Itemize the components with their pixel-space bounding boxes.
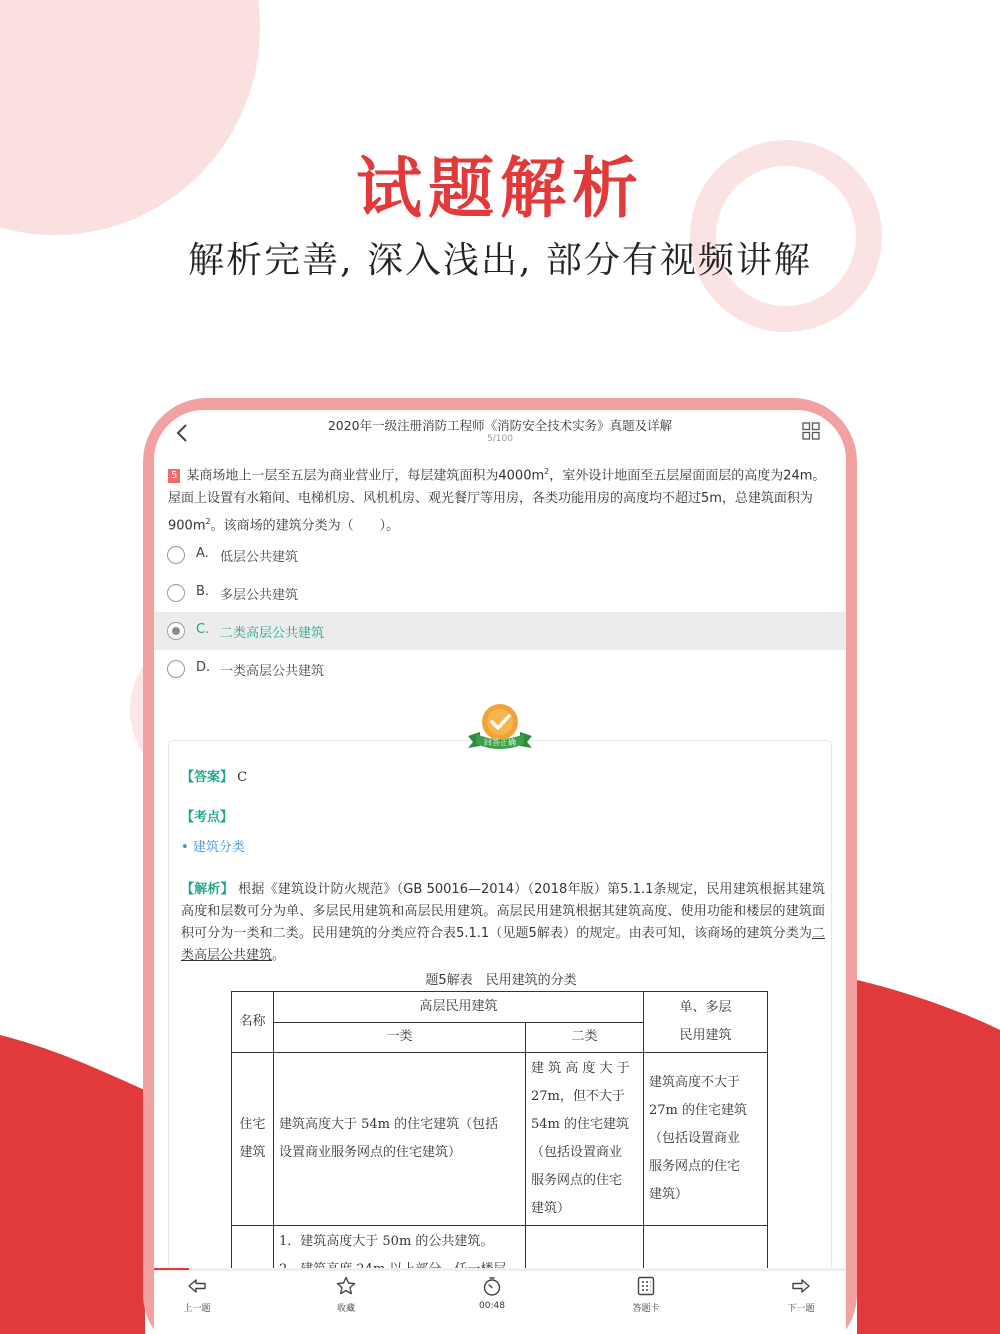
td-res-class2-line: 建筑）: [531, 1201, 571, 1216]
td-residential: [232, 1053, 274, 1226]
grid-menu-button[interactable]: [802, 422, 820, 440]
favorite-button[interactable]: [306, 1275, 386, 1314]
th-low-rise-line2: 民用建筑: [679, 1028, 732, 1043]
app-screen: [154, 410, 846, 1334]
prev-label: 上一题: [183, 1304, 211, 1314]
star-icon: [335, 1275, 357, 1297]
explain-text: 根据《建筑设计防火规范》（GB 50016—2014）（2018年版）第5.1.1条规定，民用建筑根据其建筑高度和层数可分为单、多层民用建筑和高层民用建筑。高层民用建筑根据其建筑高度、使用功能和楼层的建筑面积可分为一类和二类。民用建筑的分类应符合表5.1.1（见题5解表）的规定。由表可知，该商场的建筑分类为: [181, 882, 825, 941]
question-sup-1: 2: [544, 467, 550, 476]
arrow-left-icon: [186, 1275, 208, 1297]
th-class-2: 二类: [526, 1022, 644, 1053]
top-bar: [154, 410, 846, 456]
radio-button[interactable]: [167, 546, 185, 564]
td-res-low-line: （包括设置商业: [649, 1131, 741, 1146]
option-text: 一类高层公共建筑: [220, 664, 325, 679]
analysis-card: [168, 740, 832, 1334]
explain-end: 。: [272, 948, 286, 963]
point-tag: 【考点】: [181, 810, 234, 825]
explain-tag: 【解析】: [181, 882, 234, 897]
back-button[interactable]: [168, 418, 198, 448]
hero-subtitle: 解析完善, 深入浅出, 部分有视频讲解: [188, 240, 812, 281]
building-class-table: [231, 991, 768, 1287]
option-c[interactable]: [154, 612, 846, 650]
th-class-1: 一类: [274, 1022, 526, 1053]
option-text: 多层公共建筑: [220, 588, 299, 603]
td-res-class2-line: 建 筑 高 度 大 于: [531, 1061, 630, 1076]
th-name: 名称: [232, 992, 274, 1053]
td-res-class2-line: （包括设置商业: [531, 1145, 623, 1160]
table-caption: 题5解表 民用建筑的分类: [425, 973, 577, 988]
stopwatch-icon: [481, 1275, 503, 1297]
option-d[interactable]: [154, 650, 846, 688]
option-text: 低层公共建筑: [220, 550, 299, 565]
option-b[interactable]: [154, 574, 846, 612]
bullet-dot: •: [181, 840, 189, 855]
option-text: 二类高层公共建筑: [220, 626, 325, 641]
point-tag-line: [181, 807, 233, 829]
td-res-low-line: 服务网点的住宅: [649, 1159, 741, 1174]
option-letter: B.: [196, 584, 210, 599]
answer-tag: 【答案】: [181, 770, 234, 785]
explanation-paragraph: [181, 879, 825, 967]
td-res-low-line: 建筑）: [649, 1187, 689, 1202]
point-item-text: 建筑分类: [192, 840, 245, 855]
answer-card-button[interactable]: [606, 1275, 686, 1314]
th-low-rise: [644, 992, 768, 1053]
td-res-class1: [274, 1053, 526, 1226]
option-a[interactable]: [154, 536, 846, 574]
radio-button-checked[interactable]: [167, 622, 185, 640]
question-text-part1: 某商场地上一层至五层为商业营业厅，每层建筑面积为4000m: [186, 468, 545, 484]
td-res-class2-line: 54m 的住宅建筑: [531, 1117, 630, 1132]
badge-label: 回答正确: [484, 738, 516, 747]
next-question-button[interactable]: [761, 1275, 841, 1314]
bottom-nav: [154, 1270, 846, 1334]
td-res-class2-line: 27m，但不大于: [531, 1089, 625, 1104]
timer-label: 00:48: [479, 1301, 505, 1311]
correct-badge-icon: [462, 700, 538, 758]
question-sup-2: 2: [205, 517, 211, 527]
next-label: 下一题: [787, 1304, 815, 1314]
page-title: 2020年一级注册消防工程师《消防安全技术实务》真题及详解: [327, 418, 673, 433]
question-stem: [168, 460, 832, 538]
question-number-badge: 5: [168, 469, 180, 483]
hero-title: 试题解析: [356, 149, 644, 227]
td-res-class2-line: 服务网点的住宅: [531, 1173, 623, 1188]
question-text-part2: ，室外设计地面至五层屋面面层的高度为24m。屋面上设置有水箱间、电梯机房、风机机房、观光餐厅等用房，各类功能用房的高度均不超过5m，总建筑面积为900m: [168, 468, 826, 534]
td-pub-class1-line: 1．建筑高度大于 50m 的公共建筑。: [279, 1234, 494, 1249]
radio-button[interactable]: [167, 660, 185, 678]
card-label: 答题卡: [632, 1304, 660, 1314]
timer-button[interactable]: [452, 1275, 532, 1311]
td-res-low: [644, 1053, 768, 1226]
td-res-class2: [526, 1053, 644, 1226]
arrow-right-icon: [790, 1275, 812, 1297]
th-high-rise: 高层民用建筑: [274, 992, 644, 1023]
prev-question-button[interactable]: [157, 1275, 237, 1314]
answer-value: C: [237, 770, 248, 785]
chevron-left-icon: [168, 418, 198, 448]
point-item[interactable]: [181, 837, 245, 859]
td-res-class1-line2: 设置商业服务网点的住宅建筑）: [279, 1145, 462, 1160]
explain-underlined: 二类高层公共建筑: [181, 926, 825, 963]
option-letter: C.: [196, 622, 210, 637]
option-letter: A.: [196, 546, 209, 561]
td-res-class1-line1: 建筑高度大于 54m 的住宅建筑（包括: [279, 1117, 499, 1132]
page-counter: 5/100: [487, 434, 513, 444]
answer-line: [181, 767, 247, 789]
question-text-part3: 。该商场的建筑分类为（ ）。: [210, 518, 400, 534]
th-low-rise-line1: 单、多层: [679, 1000, 732, 1015]
td-residential-line2: 建筑: [239, 1145, 266, 1160]
answer-card-icon: [635, 1275, 657, 1297]
option-letter: D.: [196, 660, 211, 675]
radio-button[interactable]: [167, 584, 185, 602]
td-res-low-line: 27m 的住宅建筑: [649, 1103, 748, 1118]
fav-label: 收藏: [336, 1304, 355, 1314]
grid-icon: [802, 422, 820, 440]
td-res-low-line: 建筑高度不大于: [649, 1075, 741, 1090]
td-residential-line1: 住宅: [239, 1117, 266, 1132]
